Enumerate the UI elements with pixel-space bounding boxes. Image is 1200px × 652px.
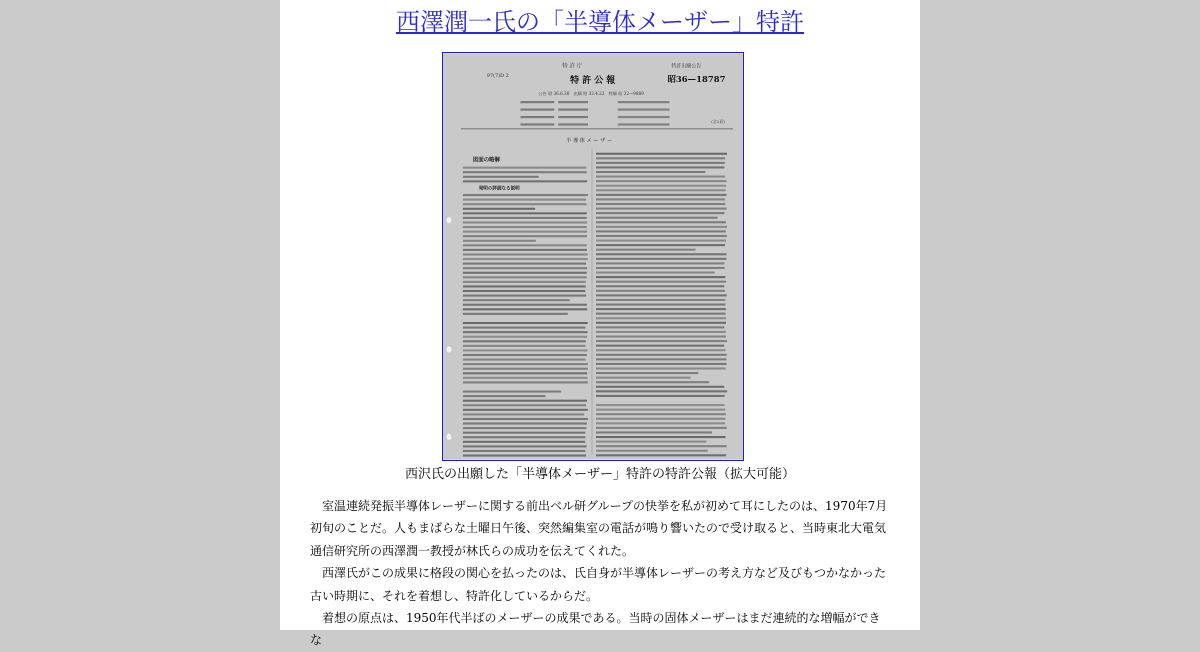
scan-text-line [596,221,726,223]
binder-hole [446,346,451,352]
scan-text-line [596,166,724,168]
scan-text-line [463,427,587,429]
scan-text-line [463,413,584,415]
office-name: 特 許 庁 [562,63,583,70]
scan-text-line [596,436,726,438]
subsection-heading: 発明の詳細なる説明 [478,186,520,192]
scan-text-line [463,363,588,365]
scan-text-line [463,276,587,278]
scan-text-line [463,445,587,447]
scan-text-line [596,340,727,342]
page-title [280,6,920,38]
scan-text-line [596,367,726,369]
scan-text-line [463,418,588,420]
scan-text-line [596,441,706,443]
scan-text-line [596,354,727,356]
paragraph: 西澤氏がこの成果に格段の関心を払ったのは、氏自身が半導体レーザーの考え方など及びもつかなかった古い時期に、それを着想し、特許化しているからだ。 [310,566,887,603]
scan-text-line [463,391,561,393]
scan-text-line [463,359,586,361]
scan-text-line [596,217,718,219]
binder-hole [446,434,451,440]
scan-text-line [463,258,588,260]
scan-text-line [463,194,588,196]
scan-text-line [463,267,587,269]
scan-text-line [520,108,554,110]
scan-text-line [596,308,726,310]
scan-text-line [596,431,712,433]
scan-text-line [463,281,586,283]
scan-text-line [596,230,726,232]
scan-text-line [596,281,726,283]
scan-text-line [596,363,726,365]
scan-text-line [596,390,727,392]
scan-text-line [463,221,587,223]
scan-text-line [463,263,586,265]
scan-text-line [596,386,724,388]
section-title: 半 導 体 メ ー ザ ー [566,137,613,144]
scan-text-line [463,409,588,411]
scan-text-line [463,208,535,210]
scan-text-line [463,432,585,434]
scan-text-line [463,212,587,214]
scan-text-line [463,322,588,324]
scan-text-line [596,244,725,246]
scan-text-line [596,203,725,205]
scan-text-line [596,226,727,228]
scan-text-line [596,258,726,260]
scan-text-line [463,436,585,438]
scan-text-line [463,336,587,338]
scan-text-line [463,345,586,347]
scan-text-line [463,331,588,333]
scan-text-line [618,116,670,118]
scan-text-line [596,212,724,214]
scan-text-line [596,299,725,301]
scan-text-line [463,340,586,342]
image-caption: 西沢氏の出願した「半導体メーザー」特許の特許公報（拡大可能） [404,467,795,482]
scan-text-line [463,404,586,406]
scan-text-line [463,249,587,251]
article-page [280,0,920,648]
scan-text-line [618,101,670,103]
scan-text-line [596,427,727,429]
scan-text-line [596,345,724,347]
scan-text-line [463,299,570,301]
scan-text-line [463,290,585,292]
scan-text-line [596,185,726,187]
scan-text-line [596,381,709,383]
scan-text-line [596,413,726,415]
scan-text-line [596,404,724,406]
scan-text-line [463,244,587,246]
scan-text-line [463,203,587,205]
scan-text-line [558,116,588,118]
scan-text-line [596,395,725,397]
scan-text-line [463,349,588,351]
scan-text-line [596,418,725,420]
scan-text-line [463,395,546,397]
scan-text-line [596,171,705,173]
scan-text-line [520,101,554,103]
scan-text-line [596,290,725,292]
scan-text-line [596,409,725,411]
scan-text-line [463,308,587,310]
scan-text-line [596,313,726,315]
scan-text-line [463,295,586,297]
scan-text-line [596,322,726,324]
scan-text-line [463,199,586,201]
dates-line: 公告 昭 36.6.30 出願 昭 32.4.22 特願 昭 32—9889 [538,91,644,97]
scan-text-line [463,400,587,402]
scan-text-line [558,123,588,125]
scan-text-line [463,377,588,379]
scan-text-line [596,358,726,360]
scan-text-line [596,326,724,328]
gazette-heading: 特 許 公 報 [570,76,616,87]
scan-text-line [463,235,587,237]
scan-text-line [520,123,554,125]
scan-text-line [463,381,588,383]
scan-text-line [596,189,726,191]
scan-text-line [618,123,670,125]
scan-text-line [463,240,536,242]
scan-text-line [596,267,725,269]
scan-text-line [596,235,727,237]
scan-text-line [596,285,724,287]
scan-text-line [463,180,587,182]
scan-text-line [463,304,587,306]
scan-text-line [463,253,588,255]
scan-text-line [596,272,715,274]
scan-text-line [463,441,585,443]
scan-text-line [596,180,727,182]
scan-text-line [520,116,554,118]
scan-text-line [463,454,586,456]
page-note: (全2頁) [711,118,725,124]
article-body [310,495,890,652]
class-code: 97(7)D 2 [486,73,509,80]
scan-text-line [463,167,586,169]
binder-hole [446,217,451,223]
scan-text-line [596,422,725,424]
title-link[interactable]: 西澤潤一氏の「半導体メーザー」特許 [396,8,804,36]
scan-text-line [463,217,587,219]
publication-label: 特許出願公告 [671,63,702,70]
scan-text-line [596,450,708,452]
scan-text-line [618,108,670,110]
scan-text-line [463,171,587,173]
scan-text-line [596,276,725,278]
scan-text-line [596,454,726,456]
scan-text-line [596,153,727,155]
scan-text-line [596,240,726,242]
scan-text-line [463,354,587,356]
scan-text-line [596,249,695,251]
scan-text-line [596,262,724,264]
scan-text-line [596,445,727,447]
scan-text-line [596,317,726,319]
scan-text-line [463,226,587,228]
scan-text-line [558,101,588,103]
scan-text-line [463,272,587,274]
scan-text-line [596,331,726,333]
subsection-heading: 図面の略解 [472,157,501,164]
scan-text-line [463,368,588,370]
scan-text-line [596,157,725,159]
scan-text-line [596,303,725,305]
paragraph: 着想の原点は、1950年代半ばのメーザーの成果である。当時の固体メーザーはまだ連続的な増幅ができな [310,611,881,648]
scan-text-line [596,377,691,379]
scan-text-line [463,231,587,233]
patent-gazette-image[interactable] [442,52,744,461]
scan-text-line [463,450,585,452]
scan-text-line [596,253,726,255]
scan-text-line [463,313,568,315]
scan-text-line [596,335,726,337]
scan-text-line [596,176,725,178]
scan-text-line [463,327,586,329]
scan-text-line [596,294,727,296]
scan-text-line [596,372,698,374]
scan-text-line [596,198,725,200]
scan-text-line [463,176,539,178]
scan-text-line [463,285,586,287]
scan-text-line [558,108,588,110]
scan-text-line [596,349,726,351]
publication-number: 昭36—18787 [667,74,726,85]
scan-text-line [463,372,587,374]
paragraph: 室温連続発振半導体レーザーに関する前出ベル研グループの快挙を私が初めて耳にしたのは、1970年7月初旬のことだ。人もまばらな土曜日午後、突然編集室の電話が鳴り響いたので受け取ると、当時東北大電気通信研究所の西澤潤一教授が林氏らの成功を伝えてくれた。 [310,499,888,558]
scan-text-line [596,162,725,164]
scan-text-line [596,194,727,196]
scan-text-line [596,208,727,210]
scan-text-line [463,422,587,424]
